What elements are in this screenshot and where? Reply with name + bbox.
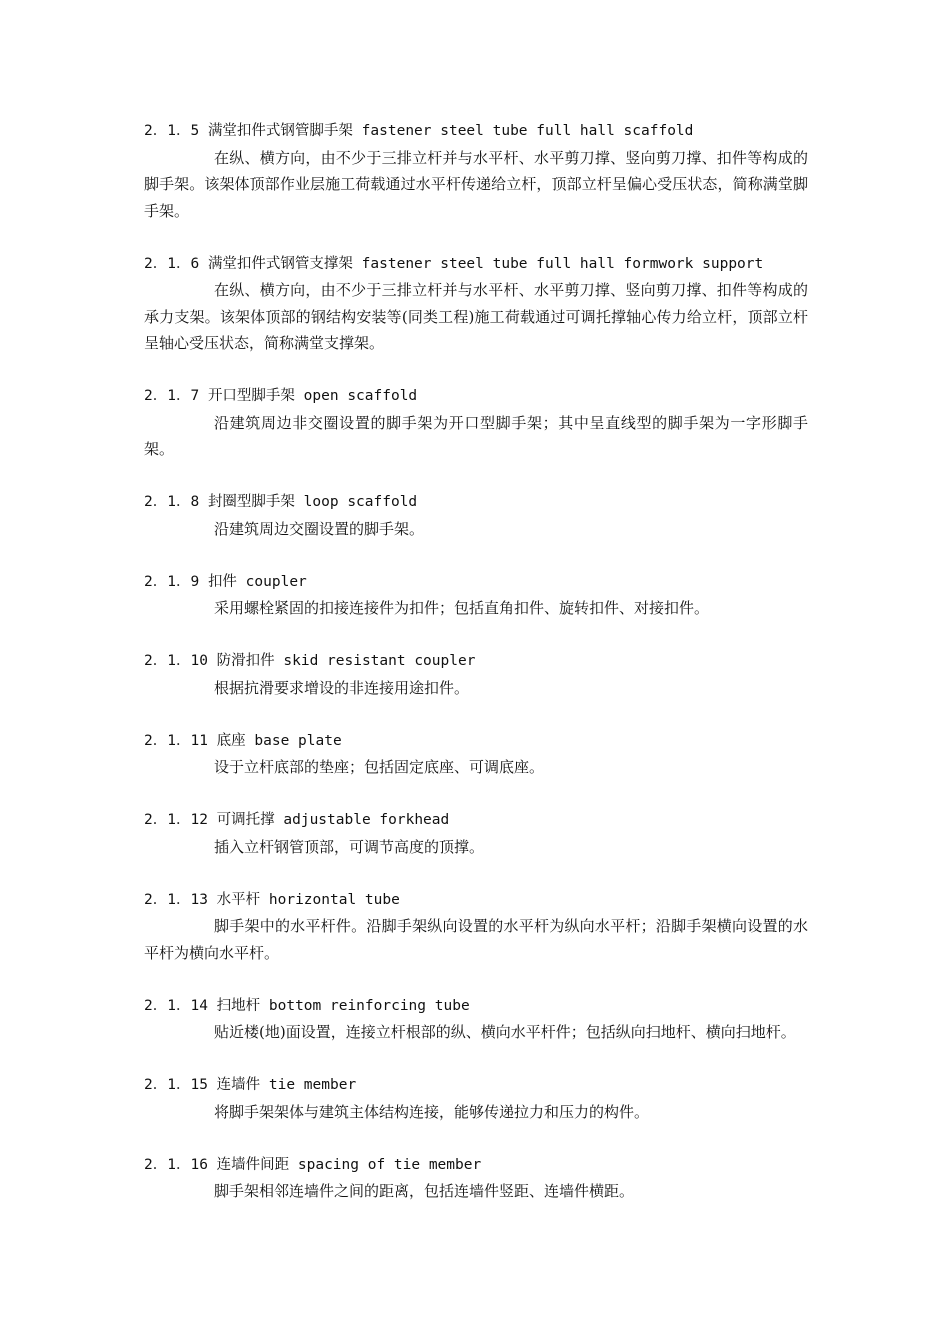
- term-definition: 脚手架中的水平杆件。沿脚手架纵向设置的水平杆为纵向水平杆；沿脚手架横向设置的水平杆为横向水平杆。: [144, 917, 808, 962]
- term-2-1-7: [144, 383, 808, 463]
- term-number: 2．1．8: [144, 494, 200, 510]
- term-2-1-9: [144, 569, 808, 622]
- term-number: 2．1．12: [144, 812, 208, 828]
- term-title: 水平杆 horizontal tube: [216, 891, 400, 908]
- term-number: 2．1．15: [144, 1077, 208, 1093]
- term-2-1-5: [144, 118, 808, 224]
- term-number: 2．1．13: [144, 891, 208, 908]
- term-heading: [144, 569, 808, 596]
- term-heading: [144, 383, 808, 410]
- term-heading: [144, 993, 808, 1020]
- term-heading: [144, 728, 808, 755]
- term-title: 满堂扣件式钢管脚手架 fastener steel tube full hall scaffold: [207, 123, 694, 139]
- term-2-1-16: [144, 1152, 808, 1205]
- term-number: 2．1．6: [144, 255, 200, 272]
- term-definition: 贴近楼(地)面设置，连接立杆根部的纵、横向水平杆件；包括纵向扫地杆、横向扫地杆。: [214, 1023, 796, 1041]
- term-title: 开口型脚手架 open scaffold: [207, 388, 418, 404]
- term-2-1-14: [144, 993, 808, 1046]
- term-heading: [144, 489, 808, 516]
- term-definition: 在纵、横方向，由不少于三排立杆并与水平杆、水平剪刀撑、竖向剪刀撑、扣件等构成的承力支架。该架体顶部的钢结构安装等(同类工程)施工荷载通过可调托撑轴心传力给立杆，顶部立杆呈轴心受压状态，简称满堂支撑架。: [144, 281, 808, 352]
- term-number: 2．1．7: [144, 388, 200, 404]
- term-definition: 设于立杆底部的垫座；包括固定底座、可调底座。: [214, 758, 545, 776]
- term-title: 满堂扣件式钢管支撑架 fastener steel tube full hall formwork support: [207, 255, 764, 272]
- term-heading: [144, 887, 808, 914]
- term-2-1-12: [144, 807, 808, 860]
- term-heading: [144, 807, 808, 834]
- term-2-1-6: [144, 251, 808, 357]
- term-2-1-11: [144, 728, 808, 781]
- term-definition: 根据抗滑要求增设的非连接用途扣件。: [214, 678, 470, 697]
- term-definition: 采用螺栓紧固的扣接连接件为扣件；包括直角扣件、旋转扣件、对接扣件。: [214, 599, 710, 617]
- term-title: 连墙件 tie member: [216, 1077, 357, 1093]
- term-definition: 将脚手架架体与建筑主体结构连接，能够传递拉力和压力的构件。: [214, 1102, 650, 1121]
- term-definition: 脚手架相邻连墙件之间的距离，包括连墙件竖距、连墙件横距。: [214, 1182, 635, 1200]
- term-number: 2．1．10: [144, 653, 208, 669]
- term-definition: 沿建筑周边交圈设置的脚手架。: [214, 519, 425, 538]
- term-definition: 沿建筑周边非交圈设置的脚手架为开口型脚手架；其中呈直线型的脚手架为一字形脚手架。: [144, 413, 808, 458]
- term-title: 连墙件间距 spacing of tie member: [216, 1156, 482, 1173]
- term-heading: [144, 1152, 808, 1179]
- term-number: 2．1．9: [144, 573, 200, 590]
- term-number: 2．1．16: [144, 1156, 208, 1173]
- term-title: 封圈型脚手架 loop scaffold: [207, 494, 418, 510]
- term-number: 2．1．11: [144, 732, 208, 749]
- term-title: 底座 base plate: [216, 732, 342, 749]
- term-number: 2．1．14: [144, 997, 208, 1014]
- term-number: 2．1．5: [144, 123, 200, 139]
- term-2-1-15: [144, 1072, 808, 1125]
- term-heading: [144, 1072, 808, 1099]
- term-heading: [144, 648, 808, 675]
- term-2-1-10: [144, 648, 808, 701]
- term-heading: [144, 118, 808, 145]
- term-title: 扫地杆 bottom reinforcing tube: [216, 997, 470, 1014]
- term-heading: [144, 251, 808, 278]
- term-title: 扣件 coupler: [207, 573, 307, 590]
- term-title: 防滑扣件 skid resistant coupler: [216, 653, 476, 669]
- term-2-1-8: [144, 489, 808, 542]
- document-page: [144, 118, 808, 1231]
- term-title: 可调托撑 adjustable forkhead: [216, 812, 450, 828]
- term-2-1-13: [144, 887, 808, 967]
- term-definition: 插入立杆钢管顶部，可调节高度的顶撑。: [214, 837, 485, 856]
- term-definition: 在纵、横方向，由不少于三排立杆并与水平杆、水平剪刀撑、竖向剪刀撑、扣件等构成的脚手架。该架体顶部作业层施工荷载通过水平杆传递给立杆，顶部立杆呈偏心受压状态，简称满堂脚手架。: [144, 148, 808, 220]
